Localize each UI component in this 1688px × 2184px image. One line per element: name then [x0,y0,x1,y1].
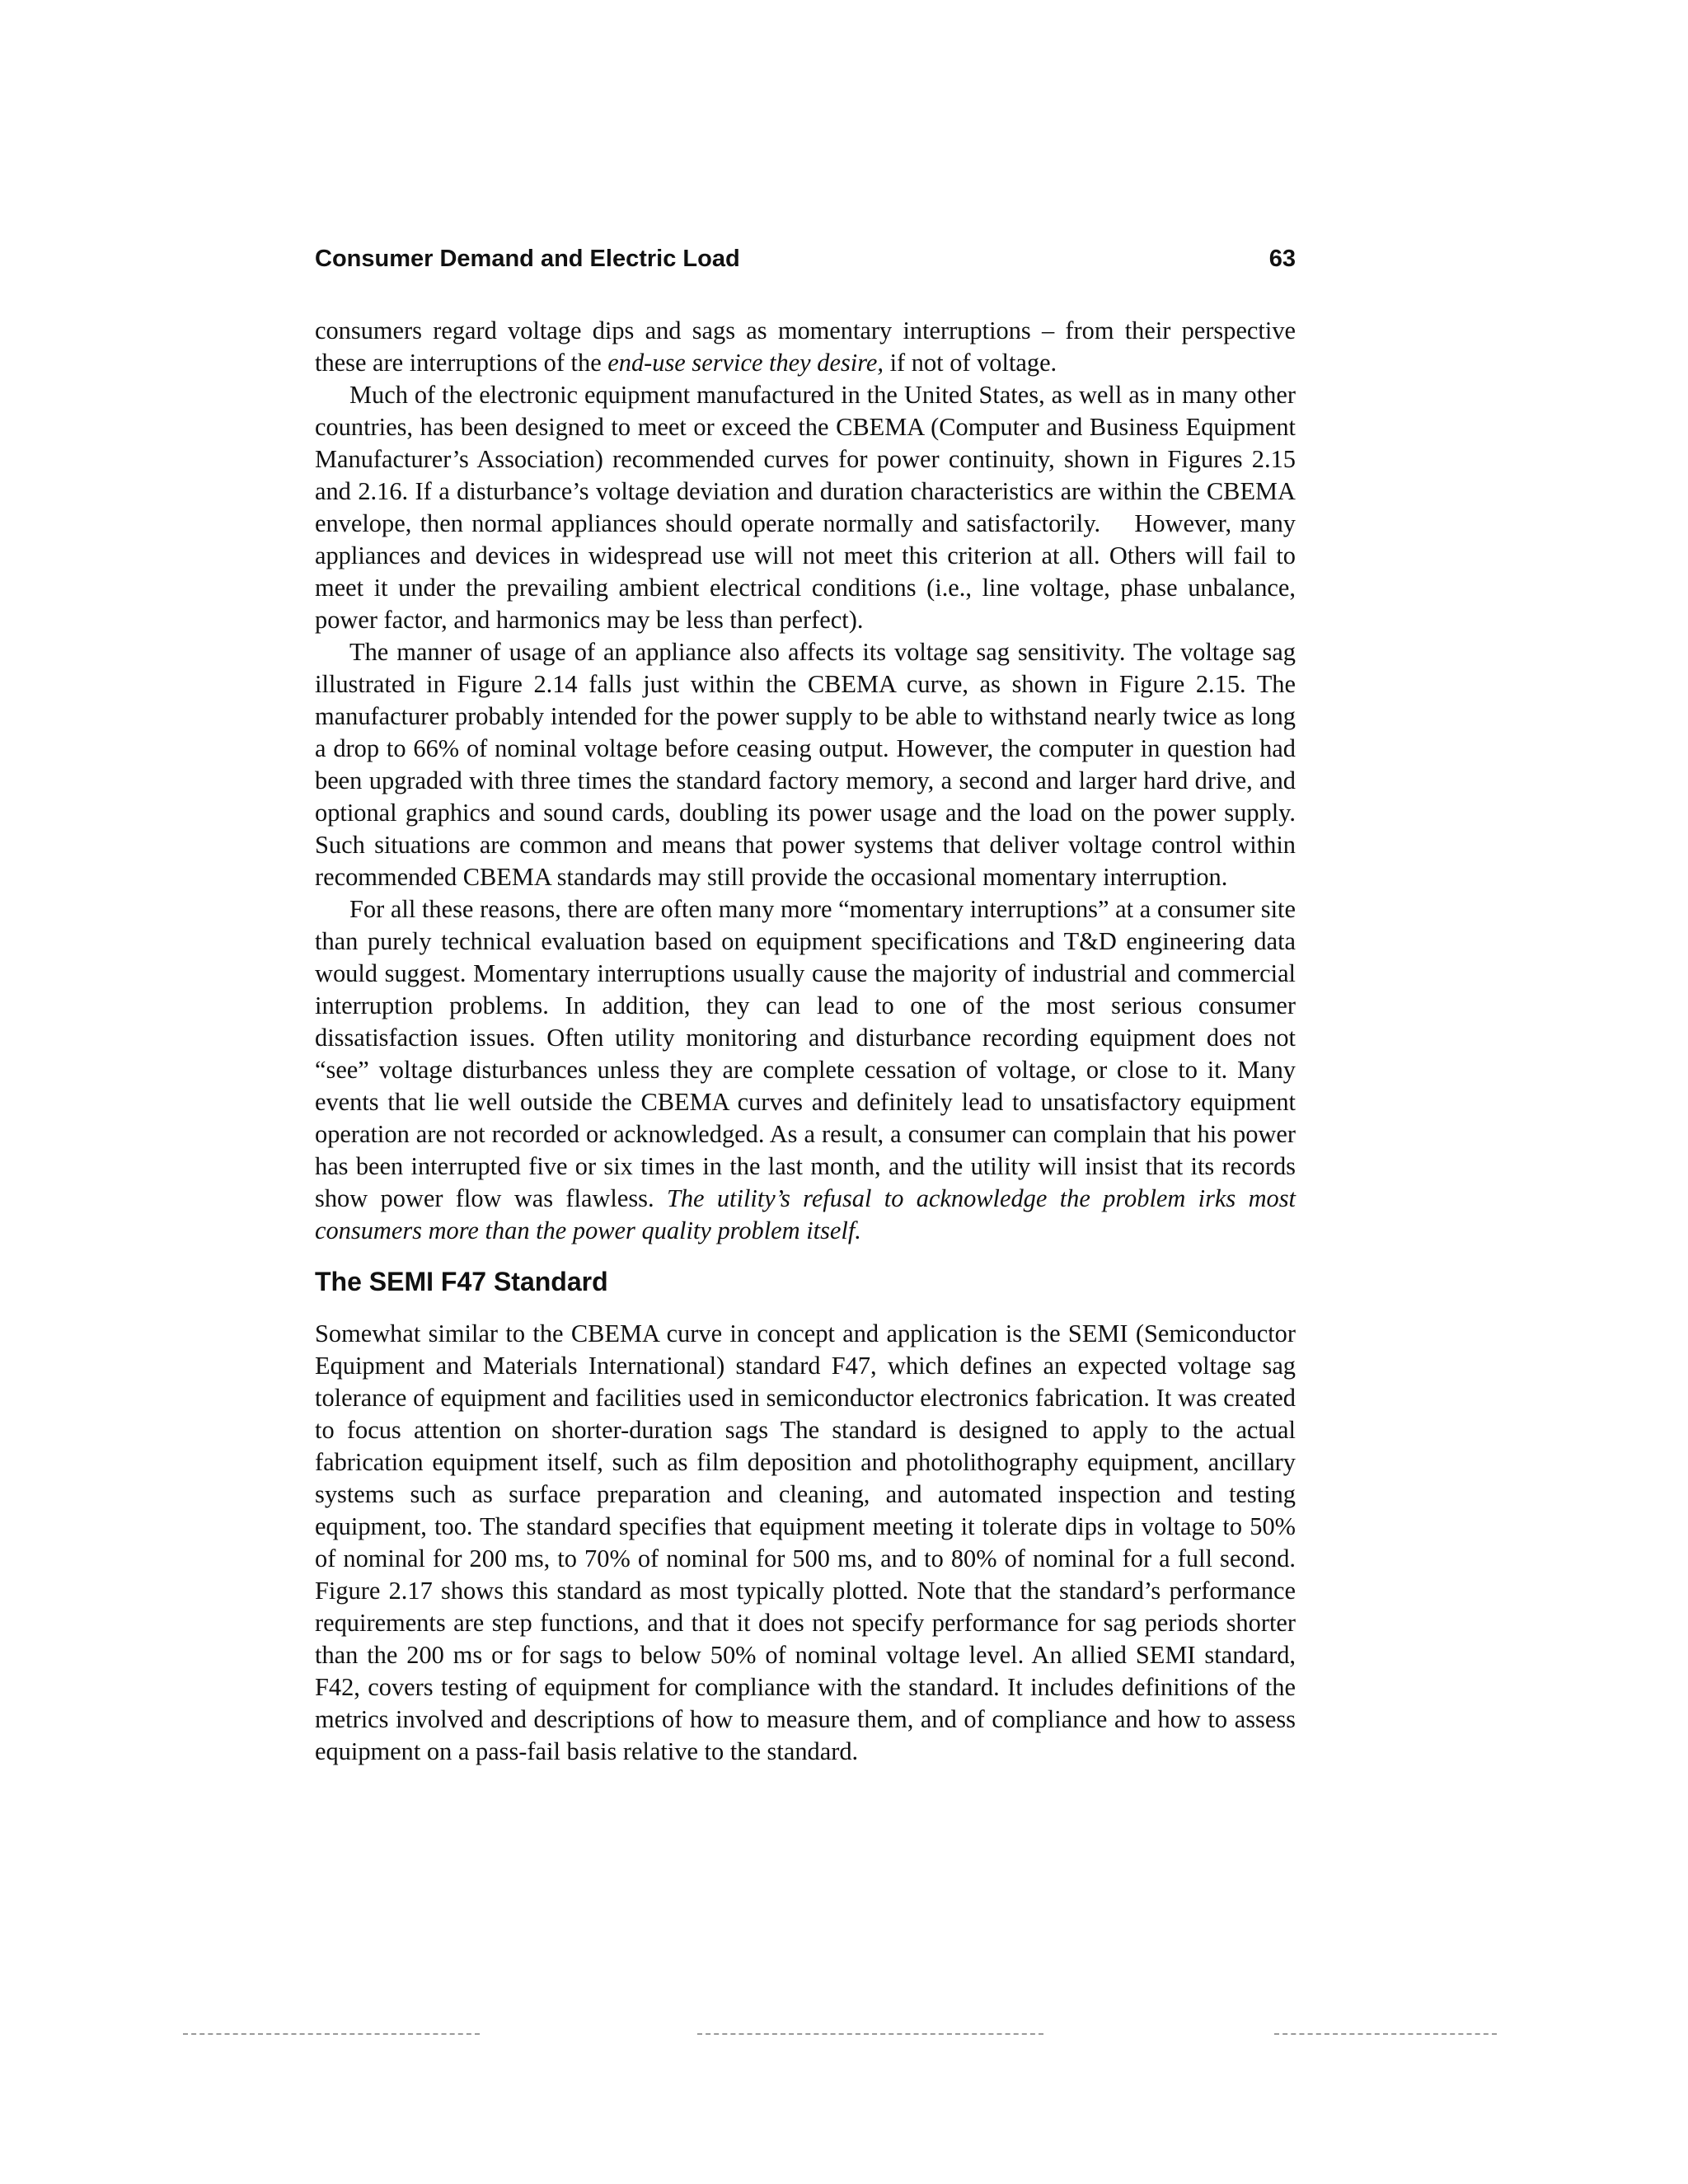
paragraph-1-emphasis: end-use service they desire, [607,349,884,377]
paragraph-1-text: consumers regard voltage dips and sags as momentary interruptions – from their perspective these are interruptions of the [315,316,1296,377]
paragraph-4 [315,893,1296,1247]
scan-artifact-marks [0,2033,1688,2038]
scan-mark [1274,2033,1497,2036]
paragraph-2: Much of the electronic equipment manufactured in the United States, as well as in many other countries, has been designed to meet or exceed the CBEMA (Computer and Business Equipment Manufacturer’s Association) recommended curves for power continuity, shown in Figures 2.15 and 2.16. If a disturbance’s voltage deviation and duration characteristics are within the CBEMA envelope, then normal appliances should operate normally and satisfactorily. However, many appliances and devices in widespread use will not meet this criterion at all. Others will fail to meet it under the prevailing ambient electrical conditions (i.e., line voltage, phase unbalance, power factor, and harmonics may be less than perfect). [315,381,1302,634]
section-heading: The SEMI F47 Standard [315,1267,608,1296]
page-number: 63 [1268,246,1296,272]
running-header [315,241,1296,277]
paragraph-3: The manner of usage of an appliance also affects its voltage sag sensitivity. The voltage sag illustrated in Figure 2.14 falls just within the CBEMA curve, as shown in Figure 2.15. The manufacturer probably intended for the power supply to be able to withstand nearly twice as long a drop to 66% of nominal voltage before ceasing output. However, the computer in question had been upgraded with three times the standard factory memory, a second and larger hard drive, and optional graphics and sound cards, doubling its power usage and the load on the power supply. Such situations are common and means that power systems that deliver voltage control within recommended CBEMA standards may still provide the occasional momentary interruption. [315,638,1296,891]
body-text [315,315,1302,1768]
paragraph-5: Somewhat similar to the CBEMA curve in concept and application is the SEMI (Semiconductor Equipment and Materials International) standard F47, which defines an expected voltage sag tolerance of equipment and facilities used in semiconductor electronics fabrication. It was created to focus attention on shorter-duration sags The standard is designed to apply to the actual fabrication equipment itself, such as film deposition and photolithography equipment, ancillary systems such as surface preparation and cleaning, and automated inspection and testing equipment, too. The standard specifies that equipment meeting it tolerate dips in voltage to 50% of nominal for 200 ms, to 70% of nominal for 500 ms, and to 80% of nominal for a full second. Figure 2.17 shows this standard as most typically plotted. Note that the standard’s performance requirements are step functions, and that it does not specify performance for sag periods shorter than the 200 ms or for sags to below 50% of nominal voltage level. An allied SEMI standard, F42, covers testing of equipment for compliance with the standard. It includes definitions of the metrics involved and descriptions of how to measure them, and of compliance and how to assess equipment on a pass-fail basis relative to the standard. [315,1319,1296,1765]
running-header-title: Consumer Demand and Electric Load [315,246,740,272]
paragraph-1 [315,315,1296,379]
scan-mark [183,2033,480,2036]
paragraph-1-text-end: if not of voltage. [884,349,1057,377]
paragraph-4-emphasis: The utility’s refusal to acknowledge the problem irks most consumers more than the power quality problem itself. [315,1184,1296,1244]
paragraph-4-text: For all these reasons, there are often many more “momentary interruptions” at a consumer site than purely technical evaluation based on equipment specifications and T&D engineering data would suggest. Momentary interruptions usually cause the majority of industrial and commercial interruption problems. In addition, they can lead to one of the most serious consumer dissatisfaction issues. Often utility monitoring and disturbance recording equipment does not “see” voltage disturbances unless they are complete cessation of voltage, or close to it. Many events that lie well outside the CBEMA curves and definitely lead to unsatisfactory equipment operation are not recorded or acknowledged. As a result, a consumer can complain that his power has been interrupted five or six times in the last month, and the utility will insist that its records show power flow was flawless. [315,895,1296,1212]
book-page [315,241,1302,1768]
scan-mark [697,2033,1043,2036]
